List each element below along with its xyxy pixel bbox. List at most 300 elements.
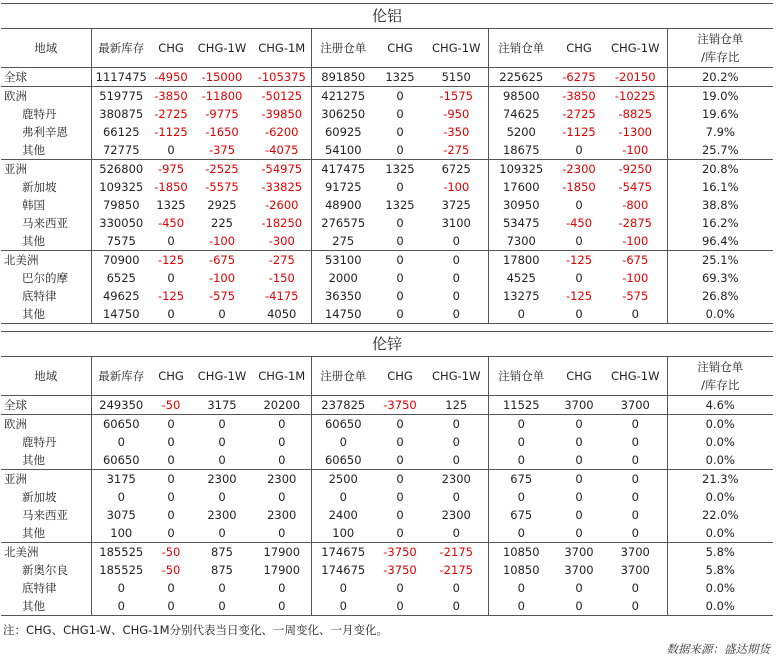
value-cell: 0 <box>396 508 404 522</box>
value-cell: -33825 <box>253 178 311 196</box>
value-cell: 0 <box>554 597 604 616</box>
value-cell: -3850 <box>554 87 604 106</box>
column-header: CHG-1W <box>425 29 488 68</box>
value-cell: -975 <box>151 160 191 179</box>
column-header: 注销仓单 <box>488 29 554 68</box>
value-cell: 0 <box>604 597 667 616</box>
value-cell: 26.8% <box>667 287 773 305</box>
value-cell: 0 <box>425 597 488 616</box>
value-cell: 0 <box>191 305 253 324</box>
value-cell: 0 <box>253 597 311 616</box>
value-cell: 3075 <box>106 508 136 522</box>
value-cell: 0 <box>375 305 425 324</box>
value-cell: 0 <box>604 506 667 524</box>
value-cell: 0 <box>604 579 667 597</box>
value-cell: 100 <box>332 526 355 540</box>
table-row <box>1 251 773 270</box>
value-cell: 275 <box>332 234 355 248</box>
value-cell: 16.1% <box>667 178 773 196</box>
value-cell: -1125 <box>154 125 188 139</box>
table-row <box>1 178 773 196</box>
value-cell: 0 <box>575 234 583 248</box>
value-cell: 306250 <box>321 107 366 121</box>
region-cell: 北美洲 <box>1 543 91 562</box>
table-row <box>1 87 773 106</box>
value-cell: -1125 <box>562 125 596 139</box>
value-cell: -2525 <box>191 160 253 179</box>
value-cell: -575 <box>604 287 667 305</box>
table-row <box>1 506 773 524</box>
value-cell: 0 <box>425 415 488 434</box>
value-cell: 0 <box>488 305 554 324</box>
value-cell: 0 <box>218 526 226 540</box>
value-cell: 36350 <box>324 289 362 303</box>
value-cell: 0 <box>253 524 311 543</box>
value-cell: 0 <box>253 451 311 470</box>
value-cell: -100 <box>425 178 488 196</box>
value-cell: -15000 <box>201 70 243 84</box>
value-cell: 14750 <box>91 305 151 324</box>
value-cell: 0 <box>425 524 488 543</box>
column-header: CHG <box>151 29 191 68</box>
sub-region-cell: 马来西亚 <box>1 506 91 524</box>
value-cell: 0 <box>375 415 425 434</box>
value-cell: -6275 <box>562 70 596 84</box>
column-header: CHG-1W <box>191 357 253 396</box>
value-cell: -675 <box>604 251 667 270</box>
value-cell: -300 <box>253 232 311 251</box>
value-cell: 0 <box>167 508 175 522</box>
value-cell: 0 <box>425 433 488 451</box>
value-cell: -3750 <box>383 563 417 577</box>
sub-region-cell: 巴尔的摩 <box>1 269 91 287</box>
value-cell: 0 <box>375 87 425 106</box>
value-cell: 20.8% <box>667 160 773 179</box>
value-cell: 5150 <box>425 68 488 87</box>
value-cell: -54975 <box>253 160 311 179</box>
value-cell: 2000 <box>328 271 358 285</box>
value-cell: 96.4% <box>667 232 773 251</box>
value-cell: 5.8% <box>667 543 773 562</box>
sub-region-cell: 新奥尔良 <box>1 561 91 579</box>
value-cell: 10850 <box>488 543 554 562</box>
value-cell: -2725 <box>562 107 596 121</box>
value-cell: -100 <box>604 232 667 251</box>
value-cell: 69.3% <box>667 269 773 287</box>
column-header: 注册仓单 <box>311 29 375 68</box>
value-cell: 249350 <box>99 398 144 412</box>
value-cell: 0 <box>167 526 175 540</box>
sub-region-cell: 其他 <box>1 141 91 160</box>
value-cell: -50 <box>161 398 181 412</box>
value-cell: 330050 <box>99 216 144 230</box>
value-cell: 0 <box>375 597 425 616</box>
value-cell: 60650 <box>311 415 375 434</box>
data-source: 数据来源：盛达期货 <box>666 642 770 656</box>
value-cell: 0.0% <box>667 597 773 616</box>
value-cell: 0 <box>396 435 404 449</box>
value-cell: 2300 <box>425 506 488 524</box>
value-cell: 0 <box>253 433 311 451</box>
sub-region-cell: 底特律 <box>1 287 91 305</box>
value-cell: -3750 <box>383 398 417 412</box>
value-cell: 0 <box>339 490 347 504</box>
value-cell: 0 <box>396 526 404 540</box>
column-header: 最新库存 <box>91 29 151 68</box>
value-cell: 0 <box>554 415 604 434</box>
value-cell: -39850 <box>253 105 311 123</box>
value-cell: -125 <box>151 251 191 270</box>
value-cell: 0 <box>396 180 404 194</box>
table-row <box>1 160 773 179</box>
value-cell: -275 <box>425 141 488 160</box>
value-cell: 0 <box>191 597 253 616</box>
value-cell: 19.0% <box>667 87 773 106</box>
value-cell: 0 <box>253 488 311 506</box>
value-cell: 0 <box>575 198 583 212</box>
table-row <box>1 123 773 141</box>
value-cell: -1850 <box>154 180 188 194</box>
value-cell: 30950 <box>502 198 540 212</box>
value-cell: 16.2% <box>667 214 773 232</box>
region-cell: 全球 <box>1 396 91 415</box>
value-cell: 0.0% <box>667 524 773 543</box>
value-cell: 60925 <box>324 125 362 139</box>
value-cell: -800 <box>604 196 667 214</box>
value-cell: 4.6% <box>667 396 773 415</box>
value-cell: 0 <box>425 251 488 270</box>
value-cell: 0 <box>604 470 667 489</box>
value-cell: 0 <box>151 305 191 324</box>
value-cell: 2300 <box>191 470 253 489</box>
region-cell: 亚洲 <box>1 470 91 489</box>
value-cell: 2300 <box>253 470 311 489</box>
column-header: 地域 <box>1 29 91 68</box>
table-row <box>1 396 773 415</box>
value-cell: 60650 <box>102 453 140 467</box>
value-cell: -5575 <box>205 180 239 194</box>
value-cell: 1117475 <box>95 70 147 84</box>
value-cell: 0 <box>396 216 404 230</box>
value-cell: -125 <box>565 289 593 303</box>
value-cell: 0 <box>425 287 488 305</box>
table-row <box>1 269 773 287</box>
value-cell: 6725 <box>425 160 488 179</box>
value-cell: 0 <box>339 435 347 449</box>
value-cell: 675 <box>488 470 554 489</box>
value-cell: 0 <box>517 435 525 449</box>
value-cell: 25.1% <box>667 251 773 270</box>
value-cell: 0 <box>311 597 375 616</box>
table-row <box>1 141 773 160</box>
table-row <box>1 524 773 543</box>
value-cell: 11525 <box>502 398 540 412</box>
table-title: 伦铝 <box>1 4 773 29</box>
value-cell: 0 <box>425 579 488 597</box>
column-header: CHG <box>554 29 604 68</box>
value-cell: 1325 <box>375 160 425 179</box>
value-cell: -450 <box>565 216 593 230</box>
value-cell: -950 <box>425 105 488 123</box>
value-cell: 4525 <box>506 271 536 285</box>
value-cell: 875 <box>211 563 233 577</box>
table-row <box>1 597 773 616</box>
value-cell: 225 <box>211 216 233 230</box>
sub-region-cell: 鹿特丹 <box>1 105 91 123</box>
value-cell: 10850 <box>502 563 540 577</box>
value-cell: -8825 <box>604 105 667 123</box>
region-cell: 亚洲 <box>1 160 91 179</box>
column-header: CHG-1M <box>253 29 311 68</box>
value-cell: 0 <box>167 143 175 157</box>
value-cell: 0 <box>218 581 226 595</box>
value-cell: 0 <box>575 581 583 595</box>
sub-region-cell: 韩国 <box>1 196 91 214</box>
table-row <box>1 579 773 597</box>
value-cell: -100 <box>208 271 236 285</box>
column-header: CHG-1W <box>604 357 667 396</box>
value-cell: 109325 <box>488 160 554 179</box>
value-cell: 0 <box>253 579 311 597</box>
table-row <box>1 287 773 305</box>
value-cell: 0 <box>151 415 191 434</box>
value-cell: -2175 <box>425 561 488 579</box>
value-cell: 48900 <box>324 198 362 212</box>
column-header: CHG-1W <box>604 29 667 68</box>
value-cell: 225625 <box>499 70 544 84</box>
value-cell: 0 <box>575 526 583 540</box>
value-cell: 109325 <box>99 180 144 194</box>
value-cell: 0 <box>396 289 404 303</box>
value-cell: 0 <box>375 251 425 270</box>
header-row <box>1 29 773 68</box>
value-cell: 0 <box>604 433 667 451</box>
table-row <box>1 68 773 87</box>
value-cell: 2300 <box>425 470 488 489</box>
value-cell: 0 <box>167 271 175 285</box>
table-row <box>1 214 773 232</box>
value-cell: 19.6% <box>667 105 773 123</box>
value-cell: 0 <box>117 435 125 449</box>
value-cell: 0 <box>117 581 125 595</box>
value-cell: 0 <box>554 470 604 489</box>
value-cell: 0 <box>604 488 667 506</box>
value-cell: -4950 <box>154 70 188 84</box>
value-cell: 3700 <box>604 396 667 415</box>
value-cell: 0 <box>488 597 554 616</box>
value-cell: 0 <box>91 597 151 616</box>
table-title: 伦锌 <box>1 332 773 357</box>
value-cell: 3175 <box>91 470 151 489</box>
value-cell: 0 <box>575 490 583 504</box>
value-cell: 0 <box>425 451 488 470</box>
value-cell: -150 <box>253 269 311 287</box>
value-cell: 0 <box>396 490 404 504</box>
value-cell: 38.8% <box>667 196 773 214</box>
value-cell: -375 <box>208 143 236 157</box>
value-cell: 22.0% <box>667 506 773 524</box>
value-cell: -50125 <box>253 87 311 106</box>
value-cell: 276575 <box>321 216 366 230</box>
column-header: 地域 <box>1 357 91 396</box>
value-cell: -105375 <box>253 68 311 87</box>
table-title-row <box>1 332 773 357</box>
value-cell: 0 <box>396 107 404 121</box>
value-cell: 380875 <box>99 107 144 121</box>
value-cell: 0.0% <box>667 305 773 324</box>
value-cell: -275 <box>253 251 311 270</box>
value-cell: 5200 <box>506 125 536 139</box>
value-cell: 2300 <box>253 506 311 524</box>
region-cell: 欧洲 <box>1 87 91 106</box>
value-cell: -4175 <box>253 287 311 305</box>
region-cell: 欧洲 <box>1 415 91 434</box>
value-cell: -50 <box>151 543 191 562</box>
column-header: 注册仓单 <box>311 357 375 396</box>
value-cell: -100 <box>604 141 667 160</box>
value-cell: 0 <box>575 271 583 285</box>
value-cell: 0 <box>425 232 488 251</box>
value-cell: 519775 <box>91 87 151 106</box>
value-cell: 2500 <box>311 470 375 489</box>
column-header: 注销仓单 <box>488 357 554 396</box>
value-cell: 0 <box>339 581 347 595</box>
value-cell: 91725 <box>324 180 362 194</box>
sub-region-cell: 其他 <box>1 597 91 616</box>
value-cell: -2300 <box>554 160 604 179</box>
sub-region-cell: 弗利辛恩 <box>1 123 91 141</box>
value-cell: 3175 <box>207 398 237 412</box>
aluminum-stock-table <box>1 3 773 324</box>
value-cell: -1300 <box>604 123 667 141</box>
sub-region-cell: 其他 <box>1 232 91 251</box>
value-cell: 3725 <box>425 196 488 214</box>
column-header: 最新库存 <box>91 357 151 396</box>
value-cell: 17600 <box>502 180 540 194</box>
value-cell: 875 <box>191 543 253 562</box>
column-header: 注销仓单 /库存比 <box>667 357 773 396</box>
table-row <box>1 488 773 506</box>
value-cell: -4075 <box>253 141 311 160</box>
table-row <box>1 451 773 470</box>
value-cell: 0 <box>517 581 525 595</box>
value-cell: 60650 <box>324 453 362 467</box>
value-cell: 0 <box>396 453 404 467</box>
value-cell: -2600 <box>253 196 311 214</box>
value-cell: 0 <box>191 415 253 434</box>
value-cell: 13275 <box>502 289 540 303</box>
value-cell: 1325 <box>156 198 186 212</box>
value-cell: -450 <box>157 216 185 230</box>
value-cell: 0 <box>167 581 175 595</box>
sub-region-cell: 其他 <box>1 451 91 470</box>
value-cell: 0 <box>167 234 175 248</box>
value-cell: -3750 <box>375 543 425 562</box>
value-cell: 2300 <box>207 508 237 522</box>
value-cell: -100 <box>604 269 667 287</box>
sub-region-cell: 新加坡 <box>1 488 91 506</box>
value-cell: 20.2% <box>667 68 773 87</box>
value-cell: 0 <box>517 490 525 504</box>
value-cell: 0 <box>396 125 404 139</box>
table-row <box>1 543 773 562</box>
value-cell: 0.0% <box>667 579 773 597</box>
value-cell: 0 <box>604 451 667 470</box>
value-cell: 3700 <box>554 543 604 562</box>
table-title-row <box>1 4 773 29</box>
value-cell: 54100 <box>324 143 362 157</box>
value-cell: -2875 <box>604 214 667 232</box>
value-cell: -1850 <box>562 180 596 194</box>
value-cell: 72775 <box>102 143 140 157</box>
value-cell: 3100 <box>425 214 488 232</box>
value-cell: -100 <box>208 234 236 248</box>
value-cell: 185525 <box>91 543 151 562</box>
value-cell: 1325 <box>385 198 415 212</box>
value-cell: 0 <box>575 508 583 522</box>
value-cell: 53475 <box>502 216 540 230</box>
value-cell: -18250 <box>253 214 311 232</box>
table-row <box>1 196 773 214</box>
sub-region-cell: 其他 <box>1 524 91 543</box>
value-cell: 0.0% <box>667 415 773 434</box>
value-cell: -6200 <box>253 123 311 141</box>
value-cell: 0 <box>253 415 311 434</box>
value-cell: 174675 <box>311 543 375 562</box>
column-header: CHG <box>375 29 425 68</box>
table-row <box>1 232 773 251</box>
value-cell: 0 <box>167 490 175 504</box>
value-cell: 0 <box>167 453 175 467</box>
value-cell: 0 <box>375 470 425 489</box>
value-cell: 237825 <box>321 398 366 412</box>
value-cell: -20150 <box>604 68 667 87</box>
value-cell: 0 <box>396 581 404 595</box>
value-cell: 0 <box>604 305 667 324</box>
value-cell: 0 <box>396 143 404 157</box>
value-cell: 7575 <box>106 234 136 248</box>
value-cell: -2175 <box>425 543 488 562</box>
value-cell: -675 <box>191 251 253 270</box>
table-row <box>1 561 773 579</box>
value-cell: 70900 <box>91 251 151 270</box>
value-cell: -9250 <box>604 160 667 179</box>
value-cell: 49625 <box>102 289 140 303</box>
value-cell: 21.3% <box>667 470 773 489</box>
value-cell: 0 <box>151 470 191 489</box>
value-cell: 3700 <box>564 563 594 577</box>
value-cell: 25.7% <box>667 141 773 160</box>
value-cell: 0.0% <box>667 433 773 451</box>
sub-region-cell: 马来西亚 <box>1 214 91 232</box>
value-cell: 7.9% <box>667 123 773 141</box>
column-header: CHG <box>151 357 191 396</box>
zinc-stock-table <box>1 331 773 616</box>
footnote: 注：CHG、CHG1-W、CHG-1M分别代表当日变化、一周变化、一月变化。 <box>3 623 389 637</box>
column-header: CHG <box>375 357 425 396</box>
value-cell: 17900 <box>253 543 311 562</box>
value-cell: 0 <box>575 143 583 157</box>
value-cell: 421275 <box>311 87 375 106</box>
sub-region-cell: 其他 <box>1 305 91 324</box>
value-cell: 5.8% <box>667 561 773 579</box>
table-row <box>1 105 773 123</box>
value-cell: 891850 <box>321 70 366 84</box>
sub-region-cell: 鹿特丹 <box>1 433 91 451</box>
value-cell: 2925 <box>207 198 237 212</box>
value-cell: -11800 <box>191 87 253 106</box>
value-cell: 0 <box>425 269 488 287</box>
